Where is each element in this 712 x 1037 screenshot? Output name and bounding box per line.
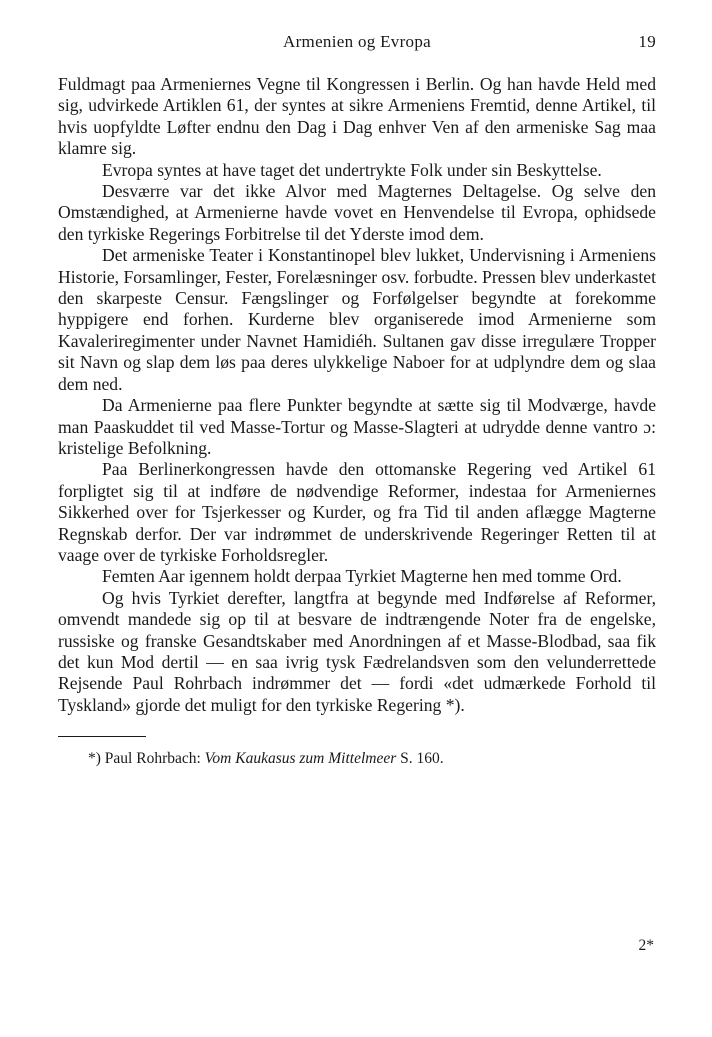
footnote-author: Paul Rohrbach:: [104, 750, 201, 768]
paragraph: Paa Berlinerkongressen havde den ottomanske Regering ved Artikel 61 forpligtet sig til at indføre de nødvendige Reformer, indestaa for Armeniernes Sikkerhed over for Tsjerkesser og Kurder, og fra Tid til anden aflægge Magterne Regnskab derfor. Der var indrømmet de underskrivende Regeringer Retten til at vaage over de tyrkiske Forholdsregler.: [58, 459, 656, 565]
paragraph: Femten Aar igennem holdt derpaa Tyrkiet Magterne hen med tomme Ord.: [102, 566, 622, 587]
footnote-divider: [58, 736, 146, 737]
paragraph: Det armeniske Teater i Konstantinopel blev lukket, Undervisning i Armeniens Historie, Forsamlinger, Fester, Forelæsninger osv. forbudte. Pressen blev underkastet den skarpeste Censur. Fængslinger og Forfølgelser begyndte at forekomme hyppigere end forhen. Kurderne blev organiserede imod Armenierne som Kavaleriregimenter under Navnet Hamidiéh. Sultanen gav disse irregulære Tropper sit Navn og slap dem løs paa deres ulykkelige Naboer for at udplyndre dem og slaa dem ned.: [58, 245, 656, 394]
running-header: [58, 28, 656, 56]
body-text: [58, 74, 656, 716]
signature-mark: 2*: [638, 937, 654, 954]
footnote-page-ref: S. 160.: [400, 750, 444, 768]
page-number: 19: [638, 32, 656, 51]
paragraph: Evropa syntes at have taget det undertrykte Folk under sin Beskyttelse.: [102, 159, 602, 180]
footnote-marker: *): [88, 750, 101, 768]
book-page: [58, 28, 656, 769]
running-title: Armenien og Evropa: [283, 32, 431, 51]
footnote-book-title: Vom Kaukasus zum Mittelmeer: [204, 750, 397, 768]
footnote: [58, 749, 656, 769]
paragraph: Da Armenierne paa flere Punkter begyndte at sætte sig til Modværge, havde man Paaskuddet til ved Masse-Tortur og Masse-Slagteri at udrydde denne vantro ɔ: kristelige Befolkning.: [58, 395, 656, 458]
paragraph: Fuldmagt paa Armeniernes Vegne til Kongressen i Berlin. Og han havde Held med sig, udvirkede Artiklen 61, der syntes at sikre Armeniens Fremtid, denne Artikel, til hvis uopfyldte Løfter endnu den Dag i Dag enhver Ven af den armeniske Sag maa klamre sig.: [58, 74, 656, 159]
paragraph: Desværre var det ikke Alvor med Magternes Deltagelse. Og selve den Omstændighed, at Armenierne havde vovet en Henvendelse til Evropa, ophidsede den tyrkiske Regerings Forbitrelse til det Yderste imod dem.: [58, 181, 656, 244]
paragraph: Og hvis Tyrkiet derefter, langtfra at begynde med Indførelse af Reformer, omvendt mandede sig op til at besvare de indtrængende Noter fra de engelske, russiske og franske Gesandtskaber med Anordningen af et Masse-Blodbad, saa fik det kun Mod dertil — en saa ivrig tysk Fædrelandsven som den velunderrettede Rejsende Paul Rohrbach indrømmer det — fordi «det udmærkede Forhold til Tyskland» gjorde det muligt for den tyrkiske Regering *).: [58, 587, 656, 715]
